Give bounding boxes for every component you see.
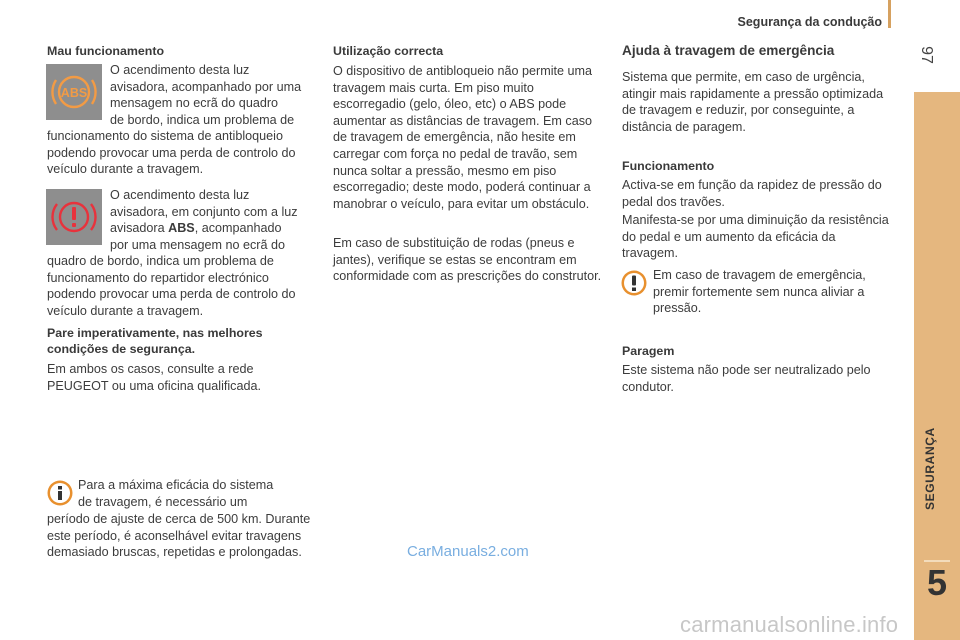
info-line-2: de travagem, é necessário um <box>78 494 248 509</box>
abs-line-3: mensagem no ecrã do quadro <box>110 96 279 111</box>
svg-text:ABS: ABS <box>60 86 88 100</box>
abs-line-2: avisadora, acompanhado por uma <box>110 79 302 94</box>
brake-para-rest: quadro de bordo, indica um problema de funcionamento do repartidor electrónico podendo provocar uma perda de controlo do veículo durante a travagem. <box>47 254 296 318</box>
page-number: 97 <box>918 46 935 64</box>
exclamation-icon <box>621 270 647 301</box>
operation-heading: Funcionamento <box>622 159 715 173</box>
stopping-text: Este sistema não pode ser neutralizado pelo condutor. <box>622 363 871 394</box>
emergency-intro: Sistema que permite, em caso de urgência, atingir mais rapidamente a pressão optimizada de travagem e reduzir, por conseguinte, a distância de paragem. <box>622 70 884 134</box>
brake-warning-icon <box>46 189 102 245</box>
operation-para-1: Activa-se em função da rapidez de pressão do pedal dos travões. <box>622 178 882 209</box>
watermark-carmanuals: CarManuals2.com <box>407 543 529 560</box>
header-accent-bar <box>888 0 891 28</box>
info-icon <box>47 480 73 511</box>
abs-warning-icon <box>46 64 102 120</box>
section-title: Segurança da condução <box>737 15 882 29</box>
abs-line-1: O acendimento desta luz <box>110 63 250 77</box>
brake-line-1: O acendimento desta luz <box>110 188 250 202</box>
abs-bold: ABS <box>168 221 195 236</box>
stopping-heading: Paragem <box>622 344 675 358</box>
brake-line-2: avisadora, em conjunto com a luz <box>110 204 298 219</box>
correct-use-para-2: Em caso de substituição de rodas (pneus e jantes), verifique se estas se encontram em conformidade com as prescrições do construtor. <box>333 236 602 284</box>
brake-line-4: por uma mensagem no ecrã do <box>110 237 286 252</box>
info-para-rest: período de ajuste de cerca de 500 km. Durante este período, é aconselhável evitar travagens demasiado bruscas, repetidas e prolongadas. <box>47 512 311 560</box>
emergency-warning-text: Em caso de travagem de emergência, premir fortemente sem nunca aliviar a pressão. <box>653 268 866 316</box>
abs-para-rest: funcionamento do sistema de antibloqueio podendo provocar uma perda de controlo do veículo durante a travagem. <box>47 129 296 177</box>
brake-para-lines <box>110 187 320 253</box>
abs-para-lines <box>110 62 320 128</box>
brake-line-3 <box>110 220 320 237</box>
watermark-carmanualsonline: carmanualsonline.info <box>680 612 899 637</box>
consult-text: Em ambos os casos, consulte a rede PEUGEOT ou uma oficina qualificada. <box>47 362 261 393</box>
info-line-1: Para a máxima eficácia do sistema <box>78 478 274 492</box>
brake-line-3-end: , acompanhado <box>194 221 282 236</box>
abs-line-4: de bordo, indica um problema de <box>110 112 295 127</box>
chapter-label: SEGURANÇA <box>923 427 937 510</box>
operation-para-2: Manifesta-se por uma diminuição da resistência do pedal e um aumento da eficácia da travagem. <box>622 213 889 261</box>
correct-use-heading: Utilização correcta <box>333 44 444 58</box>
correct-use-para-1: O dispositivo de antibloqueio não permite uma travagem mais curta. Em piso muito escorregadio (gelo, óleo, etc) o ABS pode aumentar as distâncias de travagem. Em caso de travagem de emergência, não hesite em carregar com força no pedal de travão, sem nunca soltar a pressão, mesmo em piso escorregadio; deste modo, poderá continuar a manobrar o veículo, para evitar um obstáculo. <box>333 64 593 211</box>
chapter-side-tab <box>914 92 960 640</box>
emergency-brake-title: Ajuda à travagem de emergência <box>622 43 835 58</box>
brake-line-3-start: avisadora <box>110 221 169 236</box>
chapter-number: 5 <box>926 562 948 603</box>
info-para-lines <box>78 477 318 510</box>
stop-heading: Pare imperativamente, nas melhores condições de segurança. <box>47 326 263 356</box>
malfunction-heading: Mau funcionamento <box>47 44 165 58</box>
